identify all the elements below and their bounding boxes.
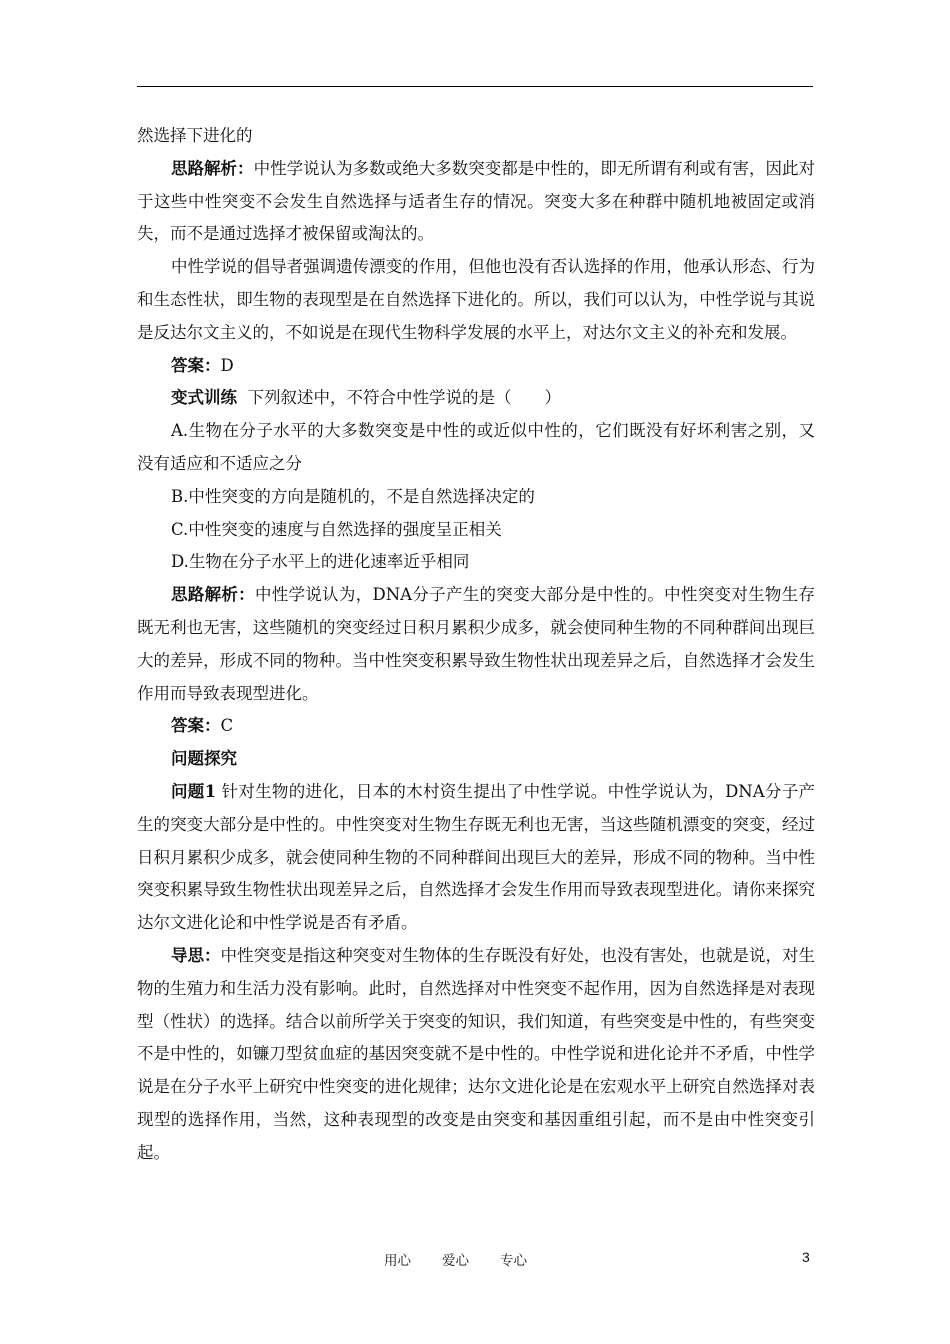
answer-value: C	[220, 716, 234, 736]
option-text: B.中性突变的方向是随机的，不是自然选择决定的	[171, 486, 535, 506]
paragraph-text: 中性学说的倡导者强调遗传漂变的作用，但他也没有否认选择的作用，他承认形态、行为和生态性状，即生物的表现型是在自然选择下进化的。所以，我们可以认为，中性学说与其说是反达尔文主义的，不如说是在现代生物科学发展的水平上，对达尔文主义的补充和发展。	[137, 257, 815, 342]
paragraph-analysis-1	[137, 153, 815, 251]
footer-motto	[384, 1249, 558, 1269]
motto-word: 用心	[384, 1253, 411, 1269]
paragraph-text: 针对生物的进化，日本的木村资生提出了中性学说。中性学说认为，DNA分子产生的突变大部分是中性的。中性突变对生物生存既无利也无害，当这些随机漂变的突变，经过日积月累积少成多，就会使同种生物的不同种群间出现巨大的差异，形成不同的物种。当中性突变积累导致生物性状出现差异之后，自然选择才会发生作用而导致表现型进化。请你来探究达尔文进化论和中性学说是否有矛盾。	[137, 781, 815, 933]
page-number: 3	[802, 1249, 810, 1265]
paragraph-analysis-2	[137, 579, 815, 710]
option-text: D.生物在分子水平上的进化速率近乎相同	[171, 552, 470, 572]
answer-value: D	[220, 355, 234, 375]
label-answer: 答案：	[171, 355, 221, 375]
option-text: C.中性突变的速度与自然选择的强度呈正相关	[171, 519, 502, 539]
motto-word: 专心	[500, 1253, 527, 1269]
guide-paragraph	[137, 940, 815, 1170]
label-exercise: 变式训练	[171, 388, 237, 408]
option-a	[137, 415, 815, 481]
answer-1	[137, 350, 815, 383]
label-analysis: 思路解析：	[171, 585, 255, 605]
answer-2	[137, 710, 815, 743]
document-body	[137, 120, 815, 1170]
label-problem: 问题1	[171, 781, 217, 801]
section-heading	[137, 743, 815, 776]
label-analysis: 思路解析：	[171, 158, 254, 178]
problem-1	[137, 776, 815, 940]
paragraph-text: 中性学说认为多数或绝大多数突变都是中性的，即无所谓有利或有害，因此对于这些中性突变不会发生自然选择与适者生存的情况。突变大多在种群中随机地被固定或消失，而不是通过选择才被保留或淘汰的。	[137, 158, 816, 244]
paragraph-text: 中性突变是指这种突变对生物体的生存既没有好处，也没有害处，也就是说，对生物的生殖力和生活力没有影响。此时，自然选择对中性突变不起作用，因为自然选择是对表现型（性状）的选择。结合以前所学关于突变的知识，我们知道，有些突变是中性的，有些突变不是中性的，如镰刀型贫血症的基因突变就不是中性的。中性学说和进化论并不矛盾，中性学说是在分子水平上研究中性突变的进化规律；达尔文进化论是在宏观水平上研究自然选择对表现型的选择作用，当然，这种表现型的改变是由突变和基因重组引起，而不是由中性突变引起。	[137, 945, 816, 1162]
motto-word: 爱心	[442, 1253, 469, 1269]
section-title: 问题探究	[171, 749, 237, 769]
option-b	[137, 481, 815, 514]
paragraph-neutral-theory	[137, 251, 815, 349]
exercise-question	[137, 382, 815, 415]
question-text: 下列叙述中，不符合中性学说的是（ ）	[237, 388, 561, 408]
paragraph-text: 中性学说认为，DNA分子产生的突变大部分是中性的。中性突变对生物生存既无利也无害，这些随机的突变经过日积月累积少成多，就会使同种生物的不同种群间出现巨大的差异，形成不同的物种。当中性突变积累导致生物性状出现差异之后，自然选择才会发生作用而导致表现型进化。	[137, 585, 815, 703]
option-text: A.生物在分子水平的大多数突变是中性的或近似中性的，它们既没有好坏利害之别，又没有适应和不适应之分	[137, 421, 815, 473]
paragraph-text: 然选择下进化的	[137, 126, 253, 145]
label-answer: 答案：	[171, 716, 221, 736]
option-c	[137, 514, 815, 547]
paragraph-continuation	[137, 120, 815, 153]
label-guide: 导思：	[171, 945, 221, 965]
option-d	[137, 546, 815, 579]
header-rule	[137, 86, 813, 87]
